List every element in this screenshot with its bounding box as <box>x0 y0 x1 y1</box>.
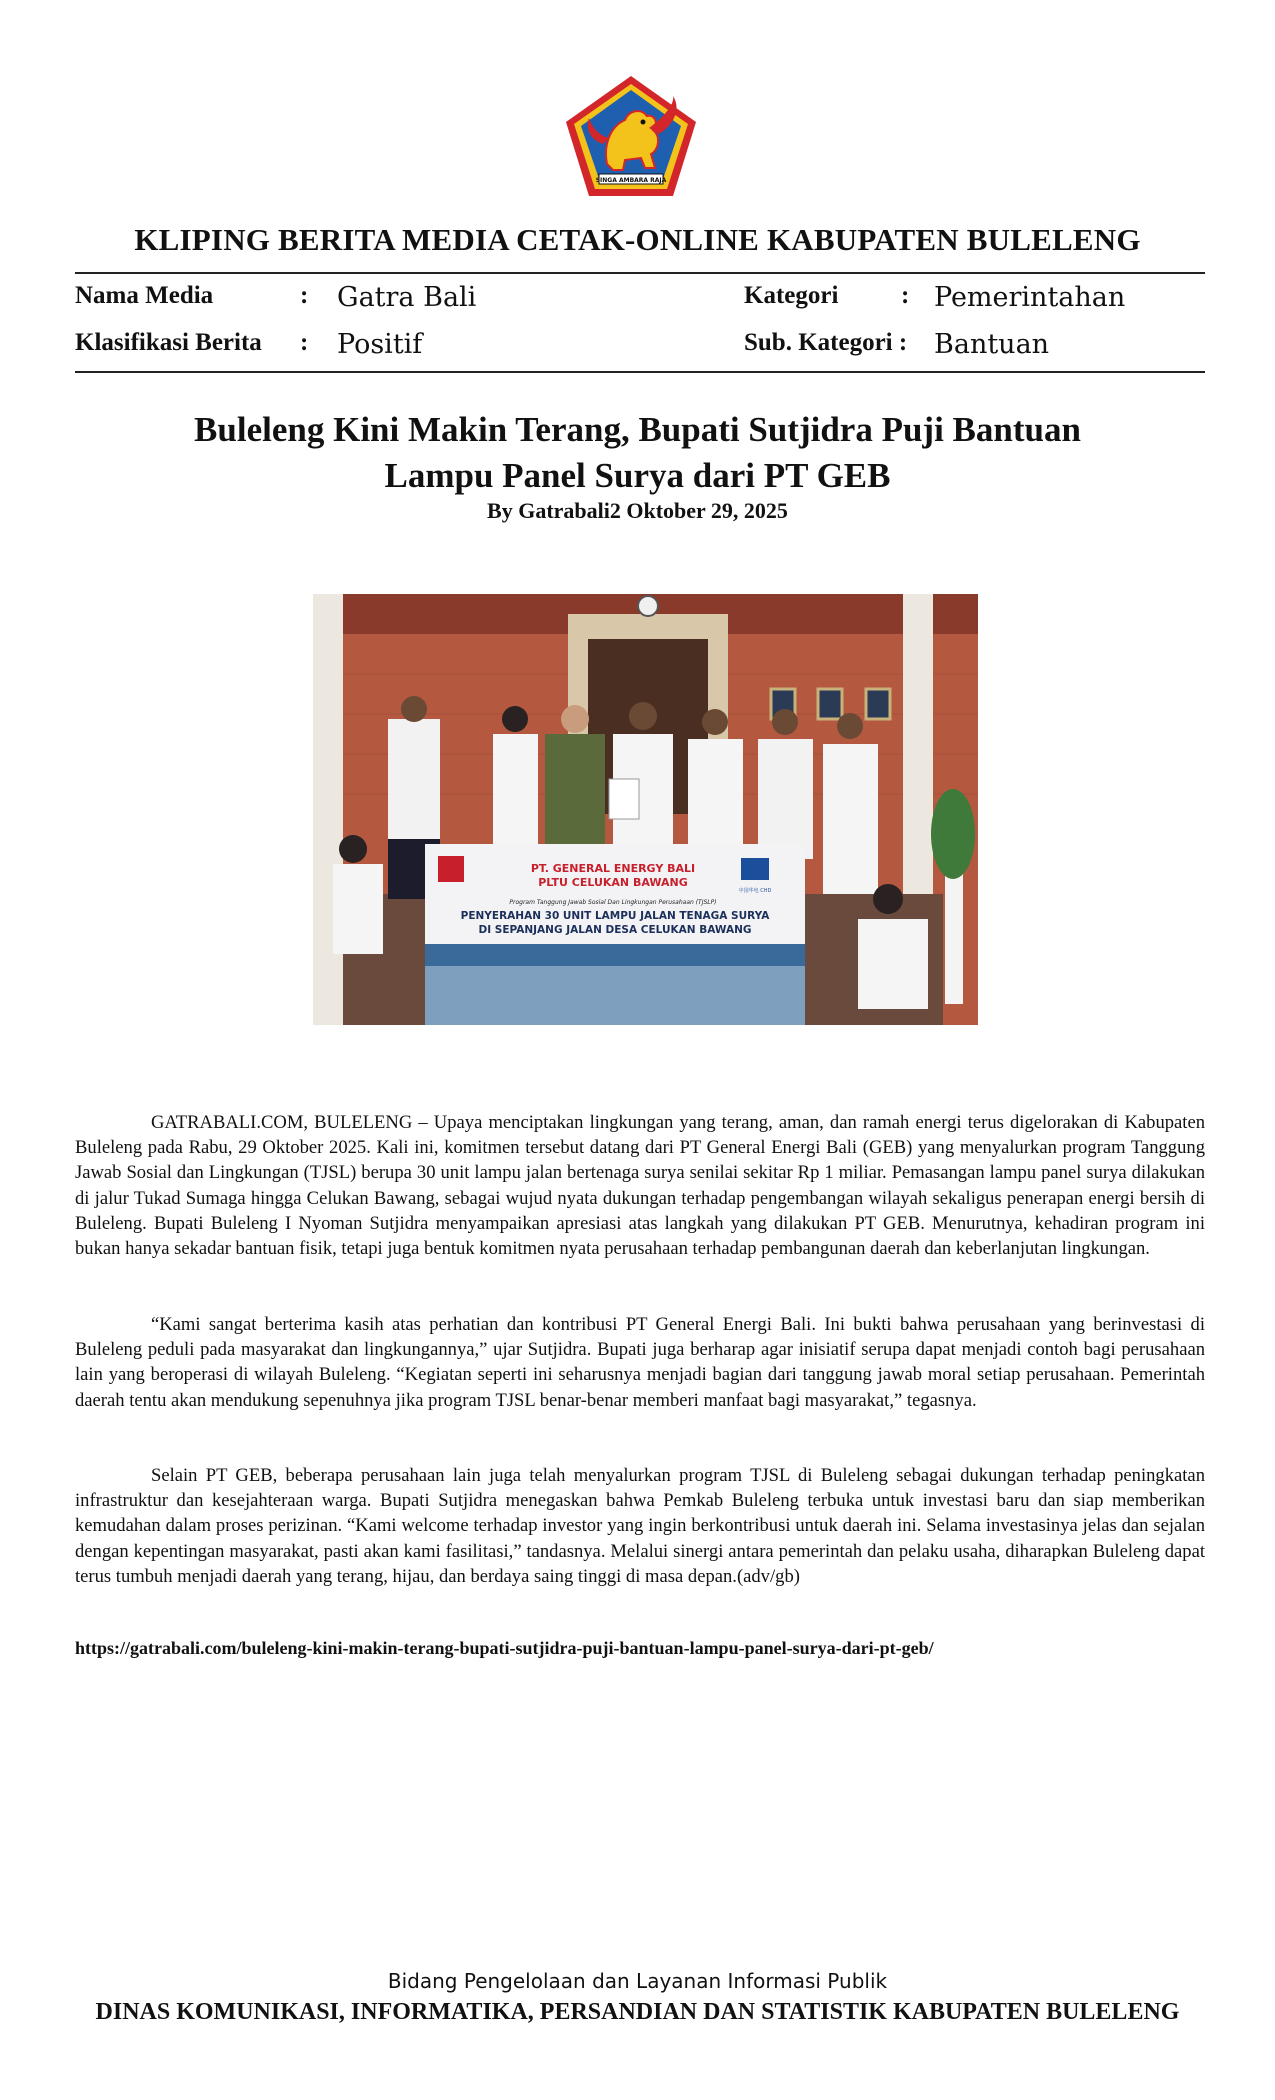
banner-program-line: Program Tanggung Jawab Sosial Dan Lingkungan Perusahaan (TJSLP) <box>509 899 717 906</box>
media-name-label: Nama Media <box>75 282 214 309</box>
banner-plant-line: PLTU CELUKAN BAWANG <box>538 876 688 889</box>
headline-line-1: Buleleng Kini Makin Terang, Bupati Sutjidra Puji Bantuan <box>194 410 1081 449</box>
article-paragraph-2: “Kami sangat berterima kasih atas perhatian dan kontribusi PT General Energi Bali. Ini bukti bahwa perusahaan yang berinvestasi di Buleleng peduli pada masyarakat dan lingkungannya,” ujar Sutjidra. Bupati juga berharap agar inisiatif serupa dapat menjadi contoh bagi perusahaan lain yang beroperasi di wilayah Buleleng. “Kegiatan seperti ini seharusnya menjadi bagian dari tanggung jawab moral setiap perusahaan. Pemerintah daerah tentu akan mendukung sepenuhnya jika program TJSL benar-benar memberi manfaat bagi masyarakat,” tegasnya. <box>75 1314 1205 1411</box>
media-name-value: Gatra Bali <box>337 282 477 313</box>
footer-department: DINAS KOMUNIKASI, INFORMATIKA, PERSANDIAN DAN STATISTIK KABUPATEN BULELENG <box>95 1999 1180 2025</box>
logo-text: SINGA AMBARA RAJA <box>595 177 667 184</box>
kategori-label: Kategori <box>744 282 839 309</box>
article-photo <box>313 594 978 1025</box>
article-paragraph-1: GATRABALI.COM, BULELENG – Upaya menciptakan lingkungan yang terang, aman, dan ramah energi terus digelorakan di Kabupaten Buleleng pada Rabu, 29 Oktober 2025. Kali ini, komitmen tersebut datang dari PT General Energi Bali (GEB) yang menyalurkan program Tanggung Jawab Sosial dan Lingkungan (TJSL) berupa 30 unit lampu jalan bertenaga surya senilai sekitar Rp 1 miliar. Pemasangan lampu panel surya dilakukan di jalur Tukad Sumaga hingga Celukan Bawang, sebagai wujud nyata dukungan terhadap pengembangan wilayah sekaligus penerapan energi bersih di Buleleng. Bupati Buleleng I Nyoman Sutjidra menyampaikan apresiasi atas langkah yang dilakukan PT GEB. Menurutnya, kehadiran program ini bukan hanya sekadar bantuan fisik, tetapi juga bentuk komitmen nyata perusahaan terhadap pembangunan daerah dan keberlanjutan lingkungan. <box>75 1112 1205 1260</box>
klasifikasi-value: Positif <box>337 329 423 360</box>
kategori-colon: : <box>901 282 910 309</box>
banner-main-line-1: PENYERAHAN 30 UNIT LAMPU JALAN TENAGA SURYA <box>460 910 770 922</box>
banner-right-logo-text: 中国华电 CHD <box>738 888 772 894</box>
footer-division: Bidang Pengelolaan dan Layanan Informasi Publik <box>387 1969 888 1993</box>
source-url-link[interactable]: https://gatrabali.com/buleleng-kini-makin-terang-bupati-sutjidra-puji-bantuan-lampu-panel-surya-dari-pt-geb/ <box>75 1638 934 1658</box>
singa-ambara-raja-logo-icon <box>563 74 699 200</box>
klasifikasi-label: Klasifikasi Berita <box>75 329 262 356</box>
header-top-rule <box>75 272 1205 274</box>
header-bottom-rule <box>75 371 1205 373</box>
kategori-value: Pemerintahan <box>934 282 1126 313</box>
subkategori-label: Sub. Kategori : <box>744 329 908 356</box>
banner-main-line-2: DI SEPANJANG JALAN DESA CELUKAN BAWANG <box>478 924 752 936</box>
klasifikasi-colon: : <box>300 329 309 356</box>
document-title: KLIPING BERITA MEDIA CETAK-ONLINE KABUPATEN BULELENG <box>134 222 1141 257</box>
subkategori-value: Bantuan <box>934 329 1050 360</box>
media-name-colon: : <box>300 282 309 309</box>
headline-line-2: Lampu Panel Surya dari PT GEB <box>384 456 891 495</box>
article-headline <box>100 407 1175 499</box>
article-paragraph-3: Selain PT GEB, beberapa perusahaan lain juga telah menyalurkan program TJSL di Buleleng sebagai dukungan terhadap peningkatan infrastruktur dan kesejahteraan warga. Bupati Sutjidra menegaskan bahwa Pemkab Buleleng terbuka untuk investasi baru dan siap memberikan kemudahan dalam proses perizinan. “Kami welcome terhadap investor yang ingin berkontribusi untuk daerah ini. Selama investasinya jelas dan sejalan dengan kepentingan masyarakat, pasti akan kami fasilitasi,” tandasnya. Melalui sinergi antara pemerintah dan pelaku usaha, diharapkan Buleleng dapat terus tumbuh menjadi daerah yang terang, hijau, dan berdaya saing tinggi di masa depan.(adv/gb) <box>75 1465 1205 1587</box>
article-byline: By Gatrabali2 Oktober 29, 2025 <box>487 498 788 523</box>
banner-company-line: PT. GENERAL ENERGY BALI <box>530 862 696 875</box>
